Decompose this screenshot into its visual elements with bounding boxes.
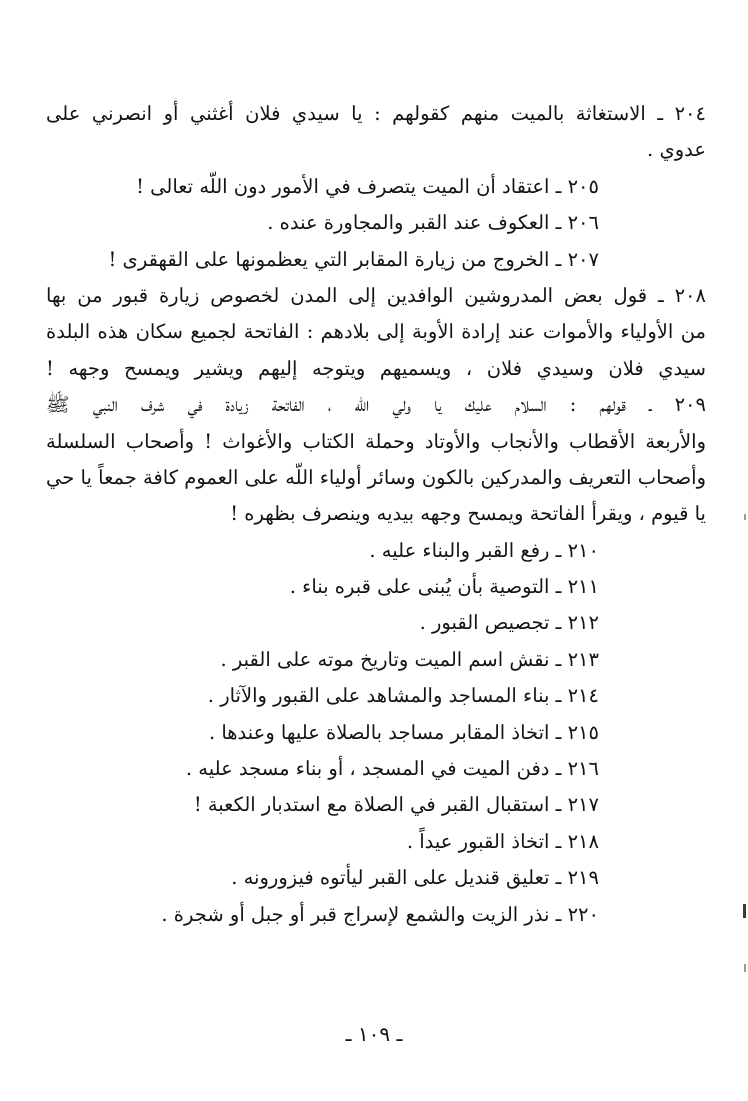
text-line: ٢٠٤ ـ الاستغاثة بالميت منهم كقولهم : يا سيدي فلان أغثني أو انصرني على — [46, 102, 706, 125]
text-line: ٢١٠ ـ رفع القبر والبناء عليه . — [369, 538, 599, 562]
text-line: ٢١٣ ـ نقش اسم الميت وتاريخ موته على القبر . — [220, 647, 599, 671]
text-line: ٢١١ ـ التوصية بأن يُبنى على قبره بناء . — [289, 575, 599, 599]
text-line: ٢٠٨ ـ قول بعض المدروشين الوافدين إلى المدن لخصوص زيارة قبور من بها — [46, 283, 706, 307]
text-line: ٢٠٥ ـ اعتقاد أن الميت يتصرف في الأمور دون اللّه تعالى ! — [136, 174, 599, 198]
text-line: ٢٢٠ ـ نذر الزيت والشمع لإسراج قبر أو جبل أو شجرة . — [161, 902, 599, 926]
scan-edge-mark — [744, 964, 746, 972]
text-line: ٢٠٩ ـ قولهم : السلام عليك يا ولي اللّه ، الفاتحة زيادة في شرف النبي ﷺ — [46, 393, 706, 417]
text-line: ٢١٩ ـ تعليق قنديل على القبر ليأتوه فيزورونه . — [231, 866, 599, 890]
text-line: من الأولياء والأموات عند إرادة الأوبة إلى بلادهم : الفاتحة لجميع سكان هذه البلدة — [46, 320, 706, 344]
text-line: والأربعة الأقطاب والأنجاب والأوتاد وحملة الكتاب والأغواث ! وأصحاب السلسلة — [46, 429, 706, 453]
page-body-text — [46, 96, 706, 933]
text-line: يا قيوم ، ويقرأ الفاتحة ويمسح وجهه بيديه وينصرف بظهره ! — [230, 502, 706, 526]
text-line: ٢١٢ ـ تجصيص القبور . — [419, 611, 599, 635]
page-number: ـ ١٠٩ ـ — [345, 1022, 403, 1046]
text-line: ٢٠٦ ـ العكوف عند القبر والمجاورة عنده . — [267, 211, 599, 235]
text-line: ٢١٧ ـ استقبال القبر في الصلاة مع استدبار الكعبة ! — [193, 793, 599, 817]
text-line: ٢١٦ ـ دفن الميت في المسجد ، أو بناء مسجد عليه . — [185, 757, 599, 781]
text-line: سيدي فلان وسيدي فلان ، ويسميهم ويتوجه إليهم ويشير ويمسح وجهه ! — [46, 356, 706, 380]
text-line: ٢١٤ ـ بناء المساجد والمشاهد على القبور والآثار . — [207, 684, 599, 708]
text-line: عدوي . — [647, 138, 706, 162]
scan-edge-mark — [744, 514, 746, 520]
text-line: ٢١٥ ـ اتخاذ المقابر مساجد بالصلاة عليها وعندها . — [208, 720, 599, 744]
scan-edge-mark — [743, 904, 746, 918]
text-line: وأصحاب التعريف والمدركين بالكون وسائر أولياء اللّه على العموم كافة جمعاً يا حي — [46, 465, 706, 489]
text-line: ٢١٨ ـ اتخاذ القبور عيداً . — [406, 829, 599, 853]
text-line: ٢٠٧ ـ الخروج من زيارة المقابر التي يعظمونها على القهقرى ! — [108, 247, 599, 271]
